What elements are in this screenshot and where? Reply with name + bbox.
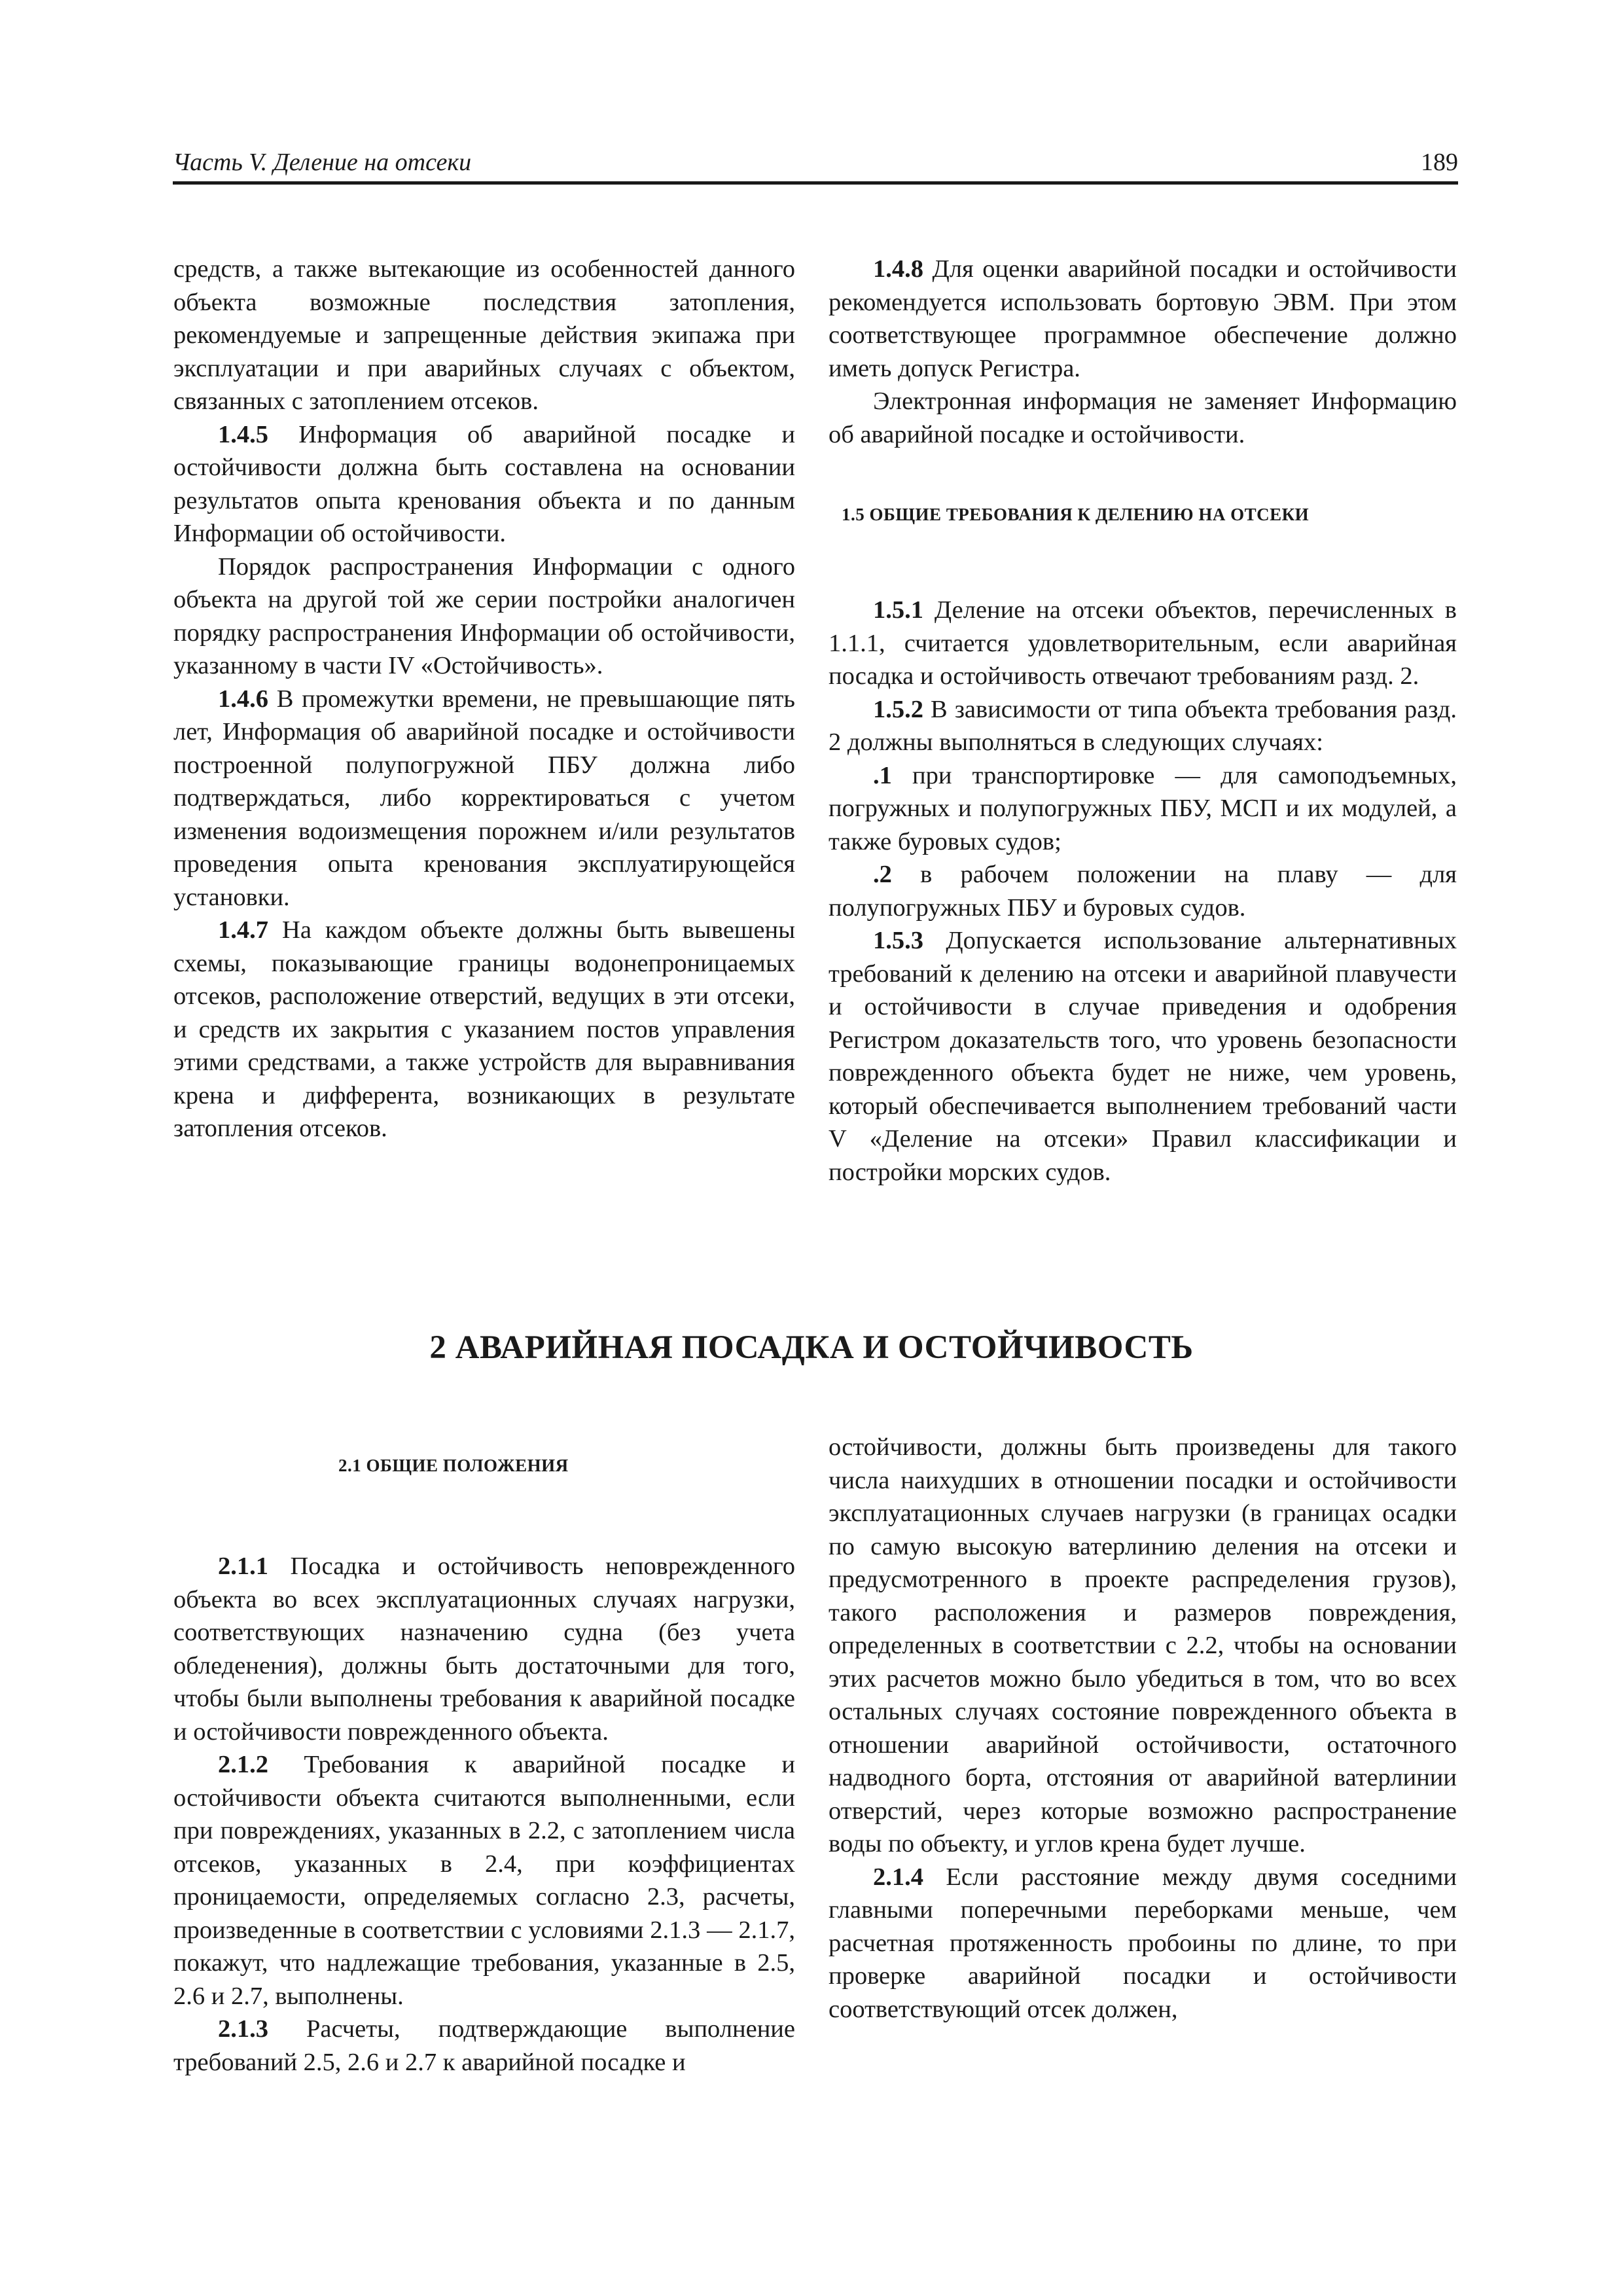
clause-text: Деление на отсеки объектов, перечисленных в 1.1.1, считается удовлетворительным, если аварийная посадка и остойчивость отвечают требованиям разд. 2. — [829, 596, 1457, 690]
clause-number: 2.1.4 — [873, 1863, 923, 1891]
clause-text: Требования к аварийной посадке и остойчивости объекта считаются выполненными, если при повреждениях, указанных в 2.2, с затоплением числа отсеков, указанных в 2.4, при коэффициентах проницаемости, определяемых согласно 2.3, расчеты, произведенные в соответствии с условиями 2.1.3 — 2.1.7, покажут, что надлежащие требования, указанные в 2.5, 2.6 и 2.7, выполнены. — [173, 1751, 795, 2010]
paragraph-1-4-7 — [173, 914, 795, 1145]
paragraph: Порядок распространения Информации с одного объекта на другой той же серии постройки аналогичен порядку распространения Информации об остойчивости, указанному в части IV «Остойчивость». — [173, 552, 795, 679]
paragraph: средств, а также вытекающие из особенностей данного объекта возможные последствия затопления, рекомендуемые и запрещенные действия экипажа при эксплуатации и при аварийных случаях с объектом, связанных с затоплением отсеков. — [173, 255, 795, 415]
clause-text: Для оценки аварийной посадки и остойчивости рекомендуется использовать бортовую ЭВМ. При этом соответствующее программное обеспечение должно иметь допуск Регистра. — [829, 255, 1457, 382]
chapter-title: 2 АВАРИЙНАЯ ПОСАДКА И ОСТОЙЧИВОСТЬ — [429, 1329, 1194, 1366]
top-right-column — [829, 253, 1457, 1189]
clause-text: Расчеты, подтверждающие выполнение требований 2.5, 2.6 и 2.7 к аварийной посадке и — [173, 2015, 795, 2076]
item-number: .1 — [873, 761, 892, 789]
paragraph: остойчивости, должны быть произведены для такого числа наихудших в отношении посадки и остойчивости эксплуатационных случаев нагрузки (в границах осадки по самую высокую ватерлинию деления на отсеки и предусмотренного в проекте распределения грузов), такого расположения и размеров повреждения, определенных в соответствии с 2.2, чтобы на основании этих расчетов можно было убедиться в том, что во всех остальных случаях состояние поврежденного объекта в отношении аварийной остойчивости, остаточного надводного борта, отстояния от аварийной ватерлинии отверстий, через которые возможно распространение воды по объекту, и углов крена будет лучше. — [829, 1433, 1457, 1857]
section-heading-2-1: 2.1 ОБЩИЕ ПОЛОЖЕНИЯ — [338, 1456, 569, 1475]
clause-text: Информация об аварийной посадке и остойчивости должна быть составлена на основании результатов опыта кренования объекта и по данным Информации об остойчивости. — [173, 420, 795, 547]
clause-text: Если расстояние между двумя соседними главными поперечными переборками меньше, чем расчетная протяженность пробоины по длине, то при проверке аварийной посадки и остойчивости соответствующий отсек должен, — [829, 1863, 1457, 2023]
clause-text: В зависимости от типа объекта требования разд. 2 должны выполняться в следующих случаях: — [829, 695, 1457, 756]
page-header — [173, 144, 1458, 181]
clause-text: Допускается использование альтернативных требований к делению на отсеки и аварийной плавучести и остойчивости в случае приведения и одобрения Регистром доказательств того, что уровень безопасности поврежденного объекта будет не ниже, чем уровень, который обеспечивается выполнением требований части V «Деление на отсеки» Правил классификации и постройки морских судов. — [829, 927, 1457, 1186]
item-number: .2 — [873, 861, 892, 888]
paragraph-1-5-1 — [829, 594, 1457, 693]
clause-number: 1.4.8 — [873, 255, 923, 283]
clause-number: 1.4.7 — [218, 916, 268, 944]
paragraph-2-1-1 — [173, 1550, 795, 1748]
clause-text: На каждом объекте должны быть вывешены схемы, показывающие границы водонепроницаемых отсеков, расположение отверстий, ведущих в эти отсеки, и средств их закрытия с указанием постов управления этими средствами, а также устройств для выравнивания крена и дифферента, возникающих в результате затопления отсеков. — [173, 916, 795, 1142]
clause-number: 1.4.5 — [218, 420, 268, 448]
section-heading-1-5: 1.5 ОБЩИЕ ТРЕБОВАНИЯ К ДЕЛЕНИЮ НА ОТСЕКИ — [842, 505, 1310, 524]
running-title: Часть V. Деление на отсеки — [173, 149, 472, 176]
paragraph-1-5-2 — [829, 693, 1457, 759]
clause-number: 1.5.3 — [873, 927, 923, 954]
header-rule — [173, 181, 1458, 185]
paragraph-2-1-2 — [173, 1748, 795, 2013]
paragraph-2-1-4 — [829, 1861, 1457, 2026]
paragraph-1-4-5 — [173, 418, 795, 550]
clause-number: 2.1.1 — [218, 1552, 268, 1580]
clause-number: 1.4.6 — [218, 685, 268, 713]
clause-number: 2.1.2 — [218, 1751, 268, 1778]
list-item-1 — [829, 759, 1457, 859]
item-text: при транспортировке — для самоподъемных, погружных и полупогружных ПБУ, МСП и их модулей, а также буровых судов; — [829, 761, 1457, 855]
list-item-2 — [829, 858, 1457, 924]
clause-text: Посадка и остойчивость неповрежденного объекта во всех эксплуатационных случаях нагрузки, соответствующих назначению судна (без учета обледенения), должны быть достаточными для того, чтобы были выполнены требования к аварийной посадке и остойчивости поврежденного объекта. — [173, 1552, 795, 1746]
bottom-right-column — [829, 1431, 1457, 2026]
clause-text: В промежутки времени, не превышающие пять лет, Информация об аварийной посадке и остойчивости построенной полупогружной ПБУ должна либо подтверждаться, либо корректироваться с учетом изменения водоизмещения порожнем и/или результатов проведения опыта кренования эксплуатирующейся установки. — [173, 685, 795, 911]
top-left-column — [173, 253, 795, 1145]
paragraph-2-1-3 — [173, 2013, 795, 2079]
paragraph-1-5-3 — [829, 924, 1457, 1189]
item-text: в рабочем положении на плаву — для полупогружных ПБУ и буровых судов. — [829, 861, 1457, 922]
paragraph-1-4-6 — [173, 683, 795, 914]
paragraph-1-4-8 — [829, 253, 1457, 385]
clause-number: 2.1.3 — [218, 2015, 268, 2043]
paragraph: Электронная информация не заменяет Информацию об аварийной посадке и остойчивости. — [829, 387, 1457, 448]
page-number: 189 — [1421, 149, 1458, 176]
clause-number: 1.5.1 — [873, 596, 923, 624]
bottom-left-column — [173, 1431, 795, 2079]
clause-number: 1.5.2 — [873, 695, 923, 723]
